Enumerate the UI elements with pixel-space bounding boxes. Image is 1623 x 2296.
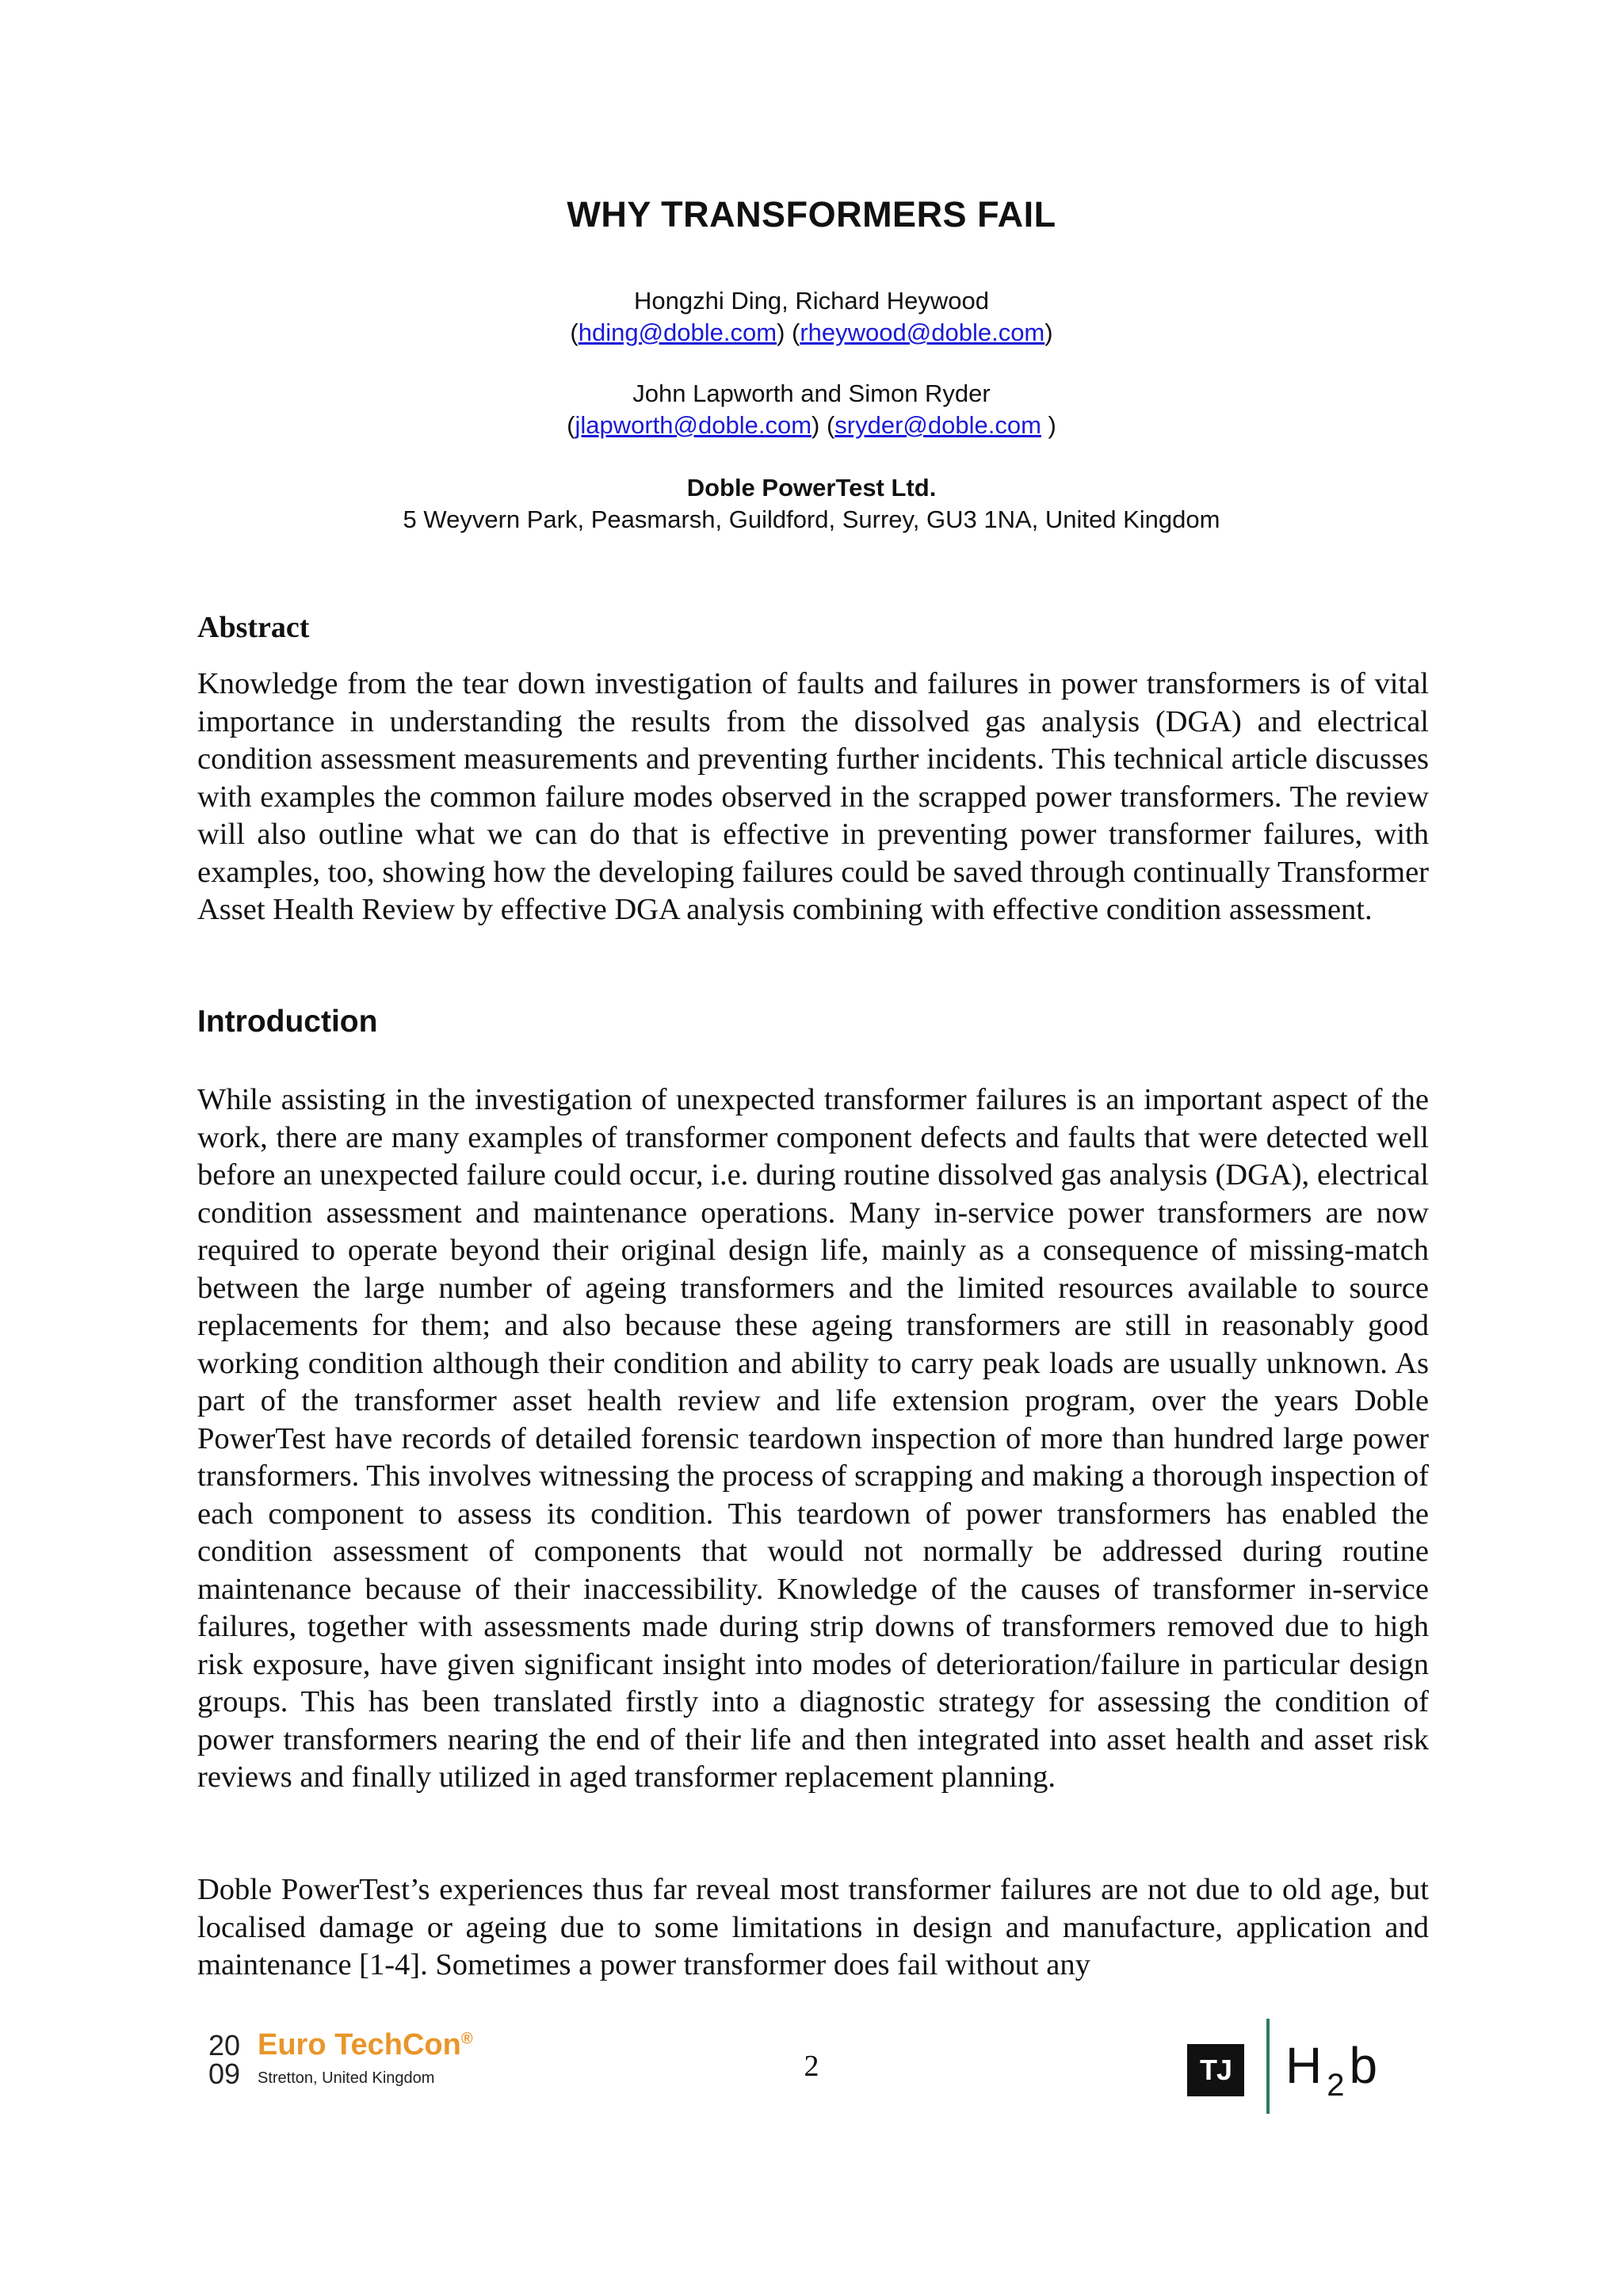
tj-logo: TJ: [1187, 2044, 1244, 2096]
abstract-paragraph: Knowledge from the tear down investigation of faults and failures in power transformers is of vital importance in understanding the results from the dissolved gas analysis (DGA) and electrical condition assessment measurements and preventing further incidents. This technical article discusses with examples the common failure modes observed in the scrapped power transformers. The review will also outline what we can do that is effective in preventing power transformer failures, with examples, too, showing how the developing failures could be saved through continually Transformer Asset Health Review by effective DGA analysis combining with effective condition assessment.: [197, 667, 1429, 926]
author-names: Hongzhi Ding, Richard Heywood: [633, 287, 989, 315]
logo-year-bottom: 09: [208, 2058, 241, 2090]
introduction-body: [197, 1081, 1429, 1797]
introduction-paragraph-1: While assisting in the investigation of unexpected transformer failures is an important aspect of the work, there are many examples of transformer component defects and faults that were detected well before an unexpected failure could occur, i.e. during routine dissolved gas analysis (DGA), electrical condition assessment and maintenance operations. Many in-service power transformers are now required to operate beyond their original design life, mainly as a consequence of missing-match between the large number of ageing transformers and the limited resources available to source replacements for them; and also because these ageing transformers are still in reasonably good working condition although their condition and ability to carry peak loads are usually unknown. As part of the transformer asset health review and life extension program, over the years Doble PowerTest have records of detailed forensic teardown inspection of more than hundred large power transformers. This involves witnessing the process of scrapping and making a thorough inspection of each component to assess its condition. This teardown of power transformers has enabled the condition assessment of components that would not normally be addressed during routine maintenance because of their inaccessibility. Knowledge of the causes of transformer in-service failures, together with assessments made during strip downs of transformers removed due to high risk exposure, have given significant insight into modes of deterioration/failure in particular design groups. This has been translated firstly into a diagnostic strategy for assessing the condition of power transformers nearing the end of their life and then integrated into asset health and asset risk reviews and finally utilized in aged transformer replacement planning.: [197, 1083, 1429, 1794]
email-link[interactable]: sryder@doble.com: [834, 411, 1041, 439]
author-names: John Lapworth and Simon Ryder: [632, 379, 991, 407]
logo-divider: [1266, 2019, 1270, 2114]
email-link[interactable]: rheywood@doble.com: [800, 318, 1045, 346]
affiliation: [0, 472, 1623, 536]
author-emails: (hding@doble.com) (rheywood@doble.com): [570, 318, 1053, 346]
author-block-2: [0, 378, 1623, 441]
paper-title: WHY TRANSFORMERS FAIL: [567, 194, 1056, 235]
h2b-2: 2: [1327, 2068, 1350, 2103]
partner-logos: [1187, 2019, 1409, 2115]
organization-address: 5 Weyvern Park, Peasmarsh, Guildford, Surrey, GU3 1NA, United Kingdom: [403, 505, 1220, 533]
author-emails: (jlapworth@doble.com) (sryder@doble.com ): [567, 411, 1056, 439]
page-number: 2: [804, 2050, 819, 2083]
registered-mark: ®: [460, 2030, 473, 2048]
author-block-1: [0, 285, 1623, 349]
abstract-body: [197, 666, 1429, 929]
email-link[interactable]: hding@doble.com: [578, 318, 777, 346]
introduction-paragraph-2: Doble PowerTest’s experiences thus far reveal most transformer failures are not due to old age, but localised damage or ageing due to some limitations in design and manufacture, application and maintenance [1-4]. Sometimes a power transformer does fail without any: [197, 1873, 1429, 1981]
introduction-body-2: [197, 1871, 1429, 1985]
h2b-b: b: [1349, 2037, 1383, 2094]
h2b-h: H: [1285, 2037, 1327, 2094]
organization-name: Doble PowerTest Ltd.: [686, 474, 937, 502]
brand-text: Euro TechCon: [258, 2028, 461, 2061]
email-link[interactable]: jlapworth@doble.com: [575, 411, 812, 439]
logo-year-top: 20: [208, 2029, 241, 2061]
logo-location: Stretton, United Kingdom: [258, 2069, 435, 2087]
h2b-logo: [1285, 2036, 1383, 2103]
introduction-heading: Introduction: [197, 1005, 378, 1039]
abstract-heading: Abstract: [197, 611, 310, 644]
